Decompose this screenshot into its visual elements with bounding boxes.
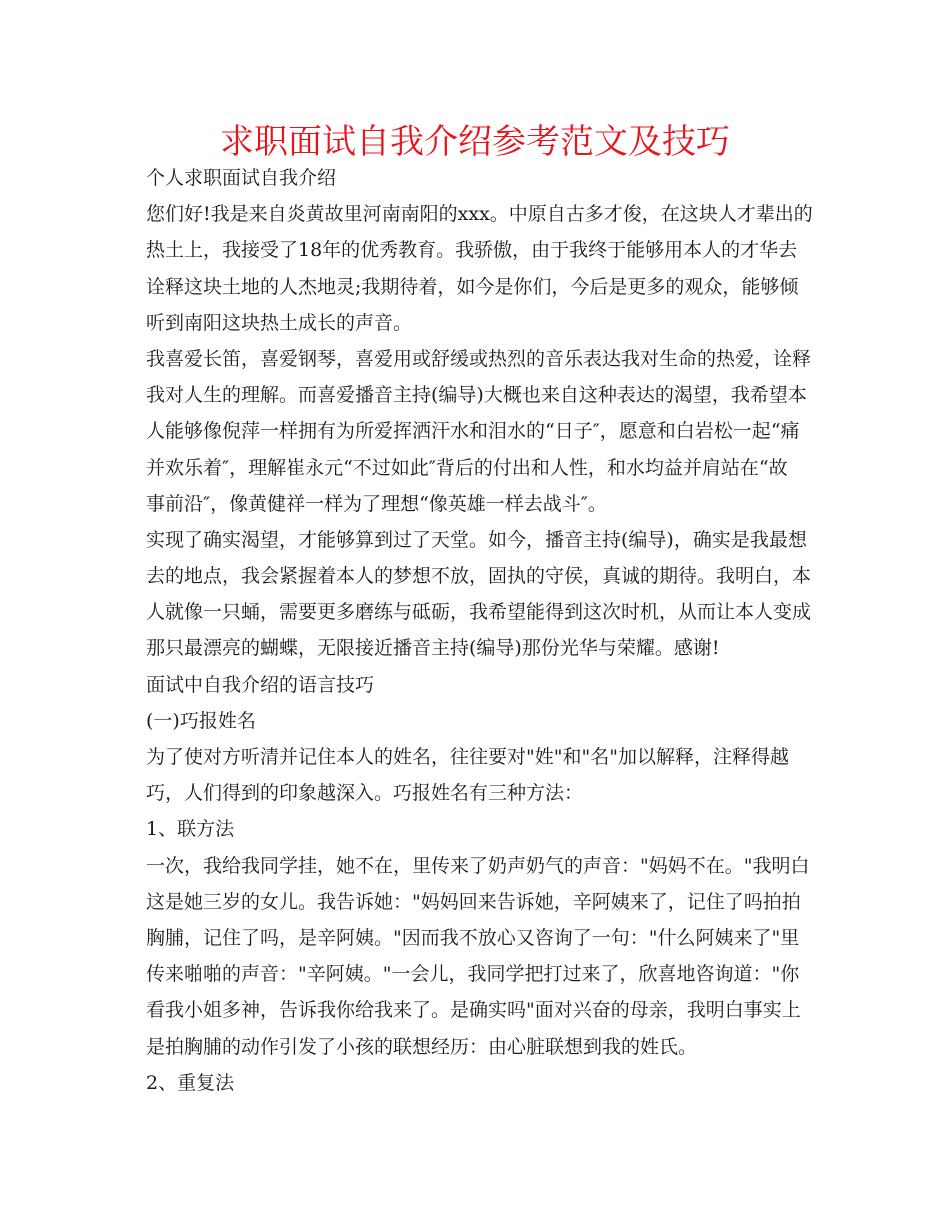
text-line: 巧，人们得到的印象越深入。巧报姓名有三种方法： [146,782,584,805]
text-line: 去的地点，我会紧握着本人的梦想不放，固执的守侯，真诚的期待。我明白，本 [146,565,812,588]
document-title: 求职面试自我介绍参考范文及技巧 [220,122,730,162]
text-line: 面试中自我介绍的语言技巧 [146,673,375,696]
text-line: 看我小姐多神，告诉我你给我来了。是确实吗"面对兴奋的母亲，我明白事实上 [146,999,801,1022]
text-line: 这是她三岁的女儿。我告诉她："妈妈回来告诉她，辛阿姨来了，记住了吗拍拍 [146,890,801,913]
text-line: (一)巧报姓名 [146,709,256,732]
text-line: 1、联方法 [146,818,235,841]
text-line: 人能够像倪萍一样拥有为所爱挥洒汗水和泪水的“日子″，愿意和白岩松一起“痛 [146,420,800,443]
text-line: 事前沿″，像黄健祥一样为了理想“像英雄一样去战斗″。 [146,492,607,515]
text-line: 是拍胸脯的动作引发了小孩的联想经历：由心脏联想到我的姓氏。 [146,1035,698,1058]
document-body [146,160,812,1101]
text-line: 热土上，我接受了18年的优秀教育。我骄傲，由于我终于能够用本人的才华去 [146,239,798,262]
text-line: 听到南阳这块热土成长的声音。 [146,311,413,334]
text-line: 那只最漂亮的蝴蝶，无限接近播音主持(编导)那份光华与荣耀。感谢! [146,637,720,660]
text-line: 我对人生的理解。而喜爱播音主持(编导)大概也来自这种表达的渴望，我希望本 [146,384,807,407]
text-line: 传来啪啪的声音："辛阿姨。"一会儿，我同学把打过来了，欣喜地咨询道："你 [146,963,800,986]
text-line: 胸脯，记住了吗，是辛阿姨。"因而我不放心又咨询了一句："什么阿姨来了"里 [146,926,800,949]
text-line: 并欢乐着″，理解崔永元“不过如此″背后的付出和人性，和水均益并肩站在“故 [146,456,788,479]
text-line: 实现了确实渴望，才能够算到过了天堂。如今，播音主持(编导)，确实是我最想 [146,528,807,551]
text-line: 我喜爱长笛，喜爱钢琴，喜爱用或舒缓或热烈的音乐表达我对生命的热爱，诠释 [146,347,812,370]
text-line: 个人求职面试自我介绍 [146,167,337,189]
text-line: 您们好!我是来自炎黄故里河南南阳的xxx。中原自古多才俊，在这块人才辈出的 [146,203,813,226]
text-line: 一次，我给我同学挂，她不在，里传来了奶声奶气的声音："妈妈不在。"我明白 [146,854,810,877]
text-line: 2、重复法 [146,1071,235,1094]
text-line: 诠释这块土地的人杰地灵;我期待着，如今是你们，今后是更多的观众，能够倾 [146,275,799,298]
text-line: 人就像一只蛹，需要更多磨练与砥砺，我希望能得到这次时机，从而让本人变成 [146,601,812,624]
text-line: 为了使对方听清并记住本人的姓名，往往要对"姓"和"名"加以解释，注释得越 [146,746,789,768]
